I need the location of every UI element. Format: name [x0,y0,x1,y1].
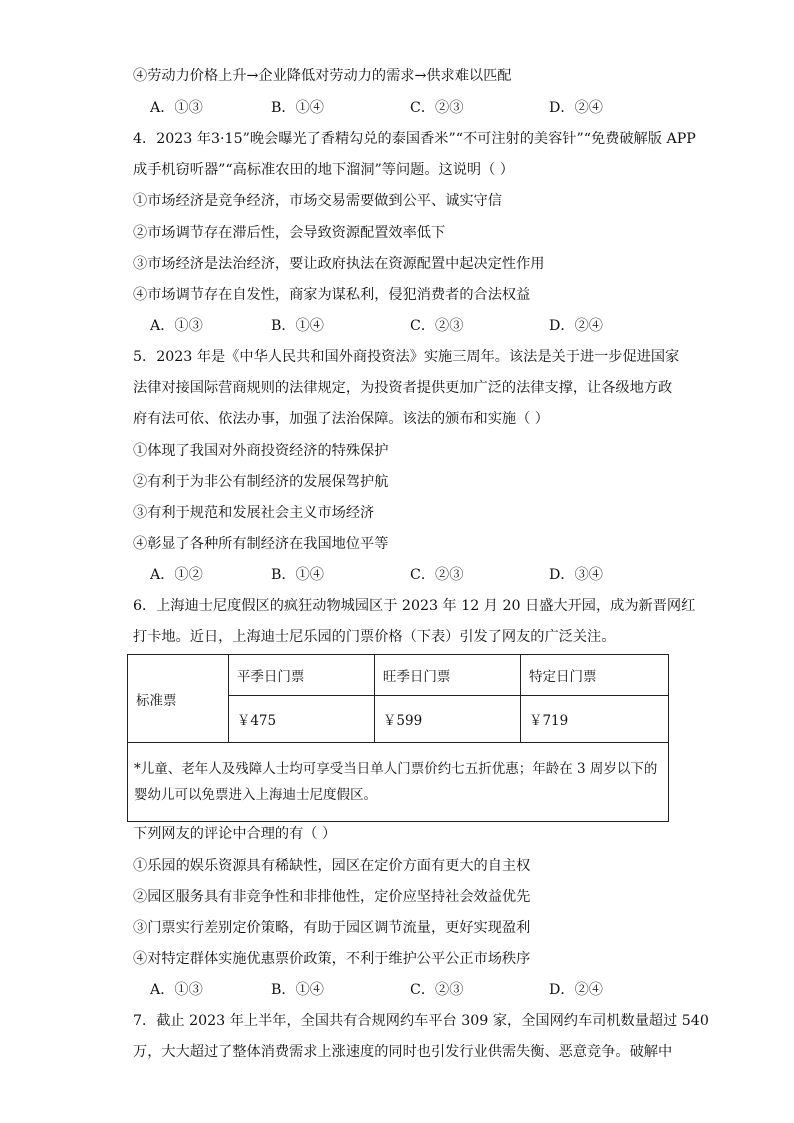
discount-note: *儿童、老年人及残障人士均可享受当日单人门票价约七五折优惠；年龄在 3 周岁以下的婴幼儿可以免票进入上海迪士尼度假区。 [128,743,669,822]
option-c[interactable]: C．②③ [410,100,464,116]
price-special-day: ￥719 [520,696,668,743]
q6-question: 下列网友的评论中合理的有（ ） [133,826,337,842]
q6-item-4: ④对特定群体实施优惠票价政策，不利于维护公平公正市场秩序 [133,951,531,967]
option-b[interactable]: B．①④ [271,982,324,998]
option-a[interactable]: A．①③ [150,318,203,334]
row-label-standard-ticket: 标准票 [128,655,229,743]
header-regular-day: 平季日门票 [228,655,374,696]
q4-stem-line-1: 4．2023 年3·15”晚会曝光了香精勾兑的泰国香米”“不可注射的美容针”“免费破解版 APP [133,131,696,147]
q3-options [150,99,630,117]
q6-item-3: ③门票实行差别定价策略，有助于园区调节流量，更好实现盈利 [133,920,531,936]
q7-stem-line-2: 万，大大超过了整体消费需求上涨速度的同时也引发行业供需失衡、恶意竞争。破解中 [133,1044,673,1060]
option-c[interactable]: C．②③ [410,318,464,334]
option-b[interactable]: B．①④ [271,567,324,583]
q6-item-2: ②园区服务具有非竞争性和非排他性，定价应坚持社会效益优先 [133,889,531,905]
option-d[interactable]: D．②④ [549,100,603,116]
q5-item-4: ④彰显了各种所有制经济在我国地位平等 [133,536,389,552]
q5-stem-line-2: 法律对接国际营商规则的法律规定，为投资者提供更加广泛的法律支撑，让各级地方政 [133,380,673,396]
q5-options [150,566,630,584]
q4-options [150,317,630,335]
q6-item-1: ①乐园的娱乐资源具有稀缺性，园区在定价方面有更大的自主权 [133,858,531,874]
q5-item-3: ③有利于规范和发展社会主义市场经济 [133,505,375,521]
ticket-price-table [127,654,669,822]
option-c[interactable]: C．②③ [410,567,464,583]
option-b[interactable]: B．①④ [271,100,324,116]
header-special-day: 特定日门票 [520,655,668,696]
q6-stem-line-1: 6．上海迪士尼度假区的疯狂动物城园区于 2023 年 12 月 20 日盛大开园，成为新晋网红 [133,598,696,614]
q5-stem-line-1: 5．2023 年是《中华人民共和国外商投资法》实施三周年。该法是关于进一步促进国家 [133,349,680,365]
option-d[interactable]: D．③④ [549,567,603,583]
q5-stem-line-3: 府有法可依、依法办事，加强了法治保障。该法的颁布和实施（ ） [133,411,549,427]
q3-item-4: ④劳动力价格上升→企业降低对劳动力的需求→供求难以匹配 [133,68,512,84]
q5-item-2: ②有利于为非公有制经济的发展保驾护航 [133,474,389,490]
q4-item-4: ④市场调节存在自发性，商家为谋私利，侵犯消费者的合法权益 [133,287,531,303]
q4-item-1: ①市场经济是竞争经济，市场交易需要做到公平、诚实守信 [133,193,502,209]
q6-options [150,981,630,999]
option-d[interactable]: D．②④ [549,982,603,998]
option-a[interactable]: A．①③ [150,100,203,116]
option-a[interactable]: A．①③ [150,982,203,998]
q4-stem-line-2: 成手机窃听器”“高标准农田的地下溜洞”等问题。这说明（ ） [133,162,514,178]
option-c[interactable]: C．②③ [410,982,464,998]
price-peak-day: ￥599 [374,696,520,743]
q7-stem-line-1: 7．截止 2023 年上半年，全国共有合规网约车平台 309 家，全国网约车司机数量超过 540 [133,1013,709,1029]
q5-item-1: ①体现了我国对外商投资经济的特殊保护 [133,443,389,459]
price-regular-day: ￥475 [228,696,374,743]
option-b[interactable]: B．①④ [271,318,324,334]
option-a[interactable]: A．①② [150,567,203,583]
q6-stem-line-2: 打卡地。近日，上海迪士尼乐园的门票价格（下表）引发了网友的广泛关注。 [133,629,616,645]
q4-item-2: ②市场调节存在滞后性，会导致资源配置效率低下 [133,225,446,241]
header-peak-day: 旺季日门票 [374,655,520,696]
q4-item-3: ③市场经济是法治经济，要让政府执法在资源配置中起决定性作用 [133,256,545,272]
option-d[interactable]: D．②④ [549,318,603,334]
